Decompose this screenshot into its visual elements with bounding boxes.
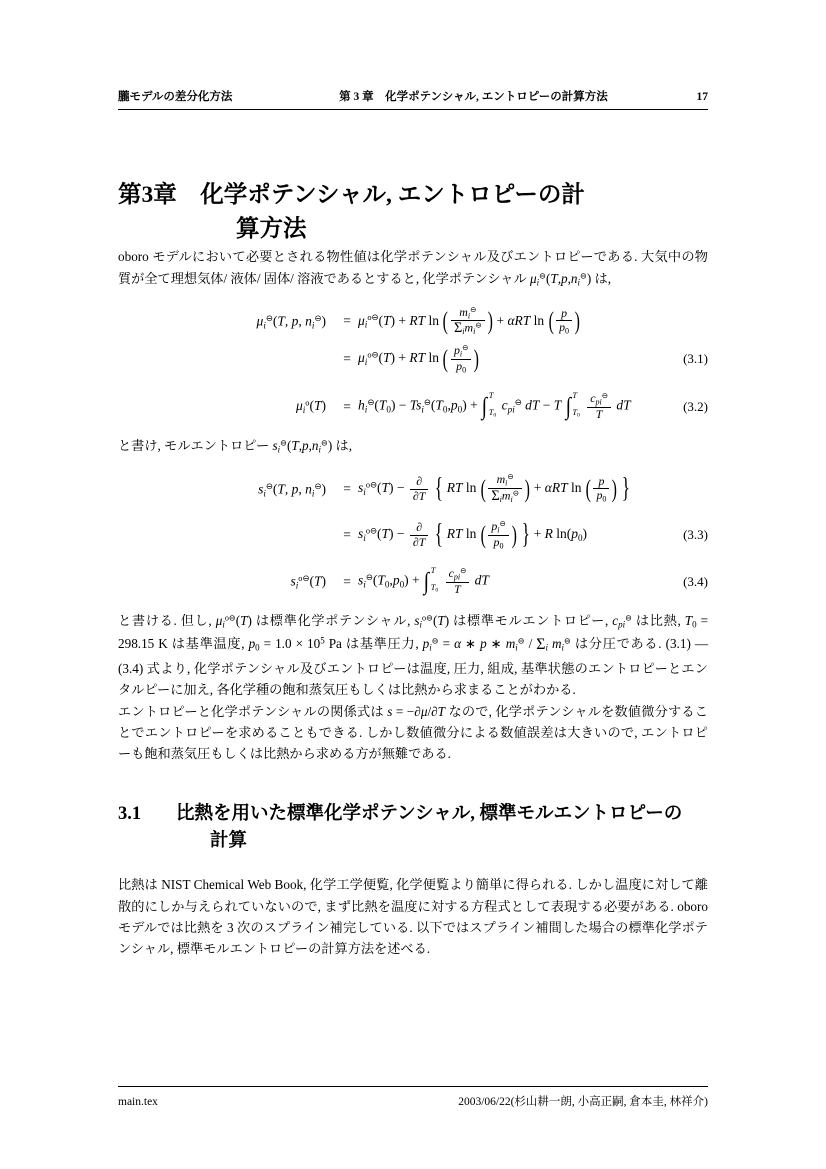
- section-heading: [118, 801, 708, 855]
- page-content: [118, 88, 708, 960]
- running-header-middle: 第 3 章 化学ポテンシャル, エントロピーの計算方法: [339, 91, 608, 103]
- chapter-title: [118, 178, 708, 246]
- equation-3-4-rhs: $s_i^⊖(T_0,p_0)$ + ∫ T $T_0$ $\frac{c_{pi}^⊖}{T}$ dT: [358, 566, 489, 596]
- equation-3-2-tag: (3.2): [683, 398, 708, 414]
- page-footer: [118, 1086, 708, 1109]
- equation-3-4-tag: (3.4): [683, 573, 708, 589]
- equation-3-3-a: [118, 473, 708, 505]
- equation-3-3-b-rhs: $s_i^{o⊖}(T)$ − $\frac{\partial}{\partial T}$ { RT ln ( $\frac{p_i^⊖}{p_0}$ ) } + R $\ln(p_0)$: [358, 519, 588, 551]
- equation-3-1-a-lhs: $\mu_i^⊖(T$, p, $n_i^⊖$): [256, 313, 326, 331]
- equation-3-3-a-rel: =: [343, 481, 351, 497]
- footer-filename: main.tex: [118, 1096, 158, 1108]
- equation-3-4-lhs: $s_i^{o⊖}(T)$: [290, 573, 326, 591]
- paragraph-after-eq2: と書ける. 但し, $\mu_i^{o⊖}(T)$ は標準化学ポテンシャル, $s_i^{o⊖}(T)$ は標準モルエントロピー, $c_{pi}^⊖$ は比熱, $T_0 = 298.15$ K は基準温度, $p_0 = 1.0 \times 10^5$ Pa は基準圧力, $p_i^⊖ = \alpha$ ∗ p ∗ $m_i^⊖ / \Sigma_i$ $m_i^⊖$ は分圧である. (3.1) — (3.4) 式より, 化学ポテンシャル及びエントロピーは温度, 圧力, 組成, 基準状態のエントロピーとエンタルピーに加え, 各化学種の飽和蒸気圧もしくは比熱から求まることがわかる.: [118, 613, 709, 698]
- equation-3-2-rel: =: [343, 398, 351, 414]
- chapter-title-line1: 第3章 化学ポテンシャル, エントロピーの計: [118, 182, 585, 208]
- equation-3-1-a: [118, 306, 708, 337]
- section-title-line1: 比熱を用いた標準化学ポテンシャル, 標準モルエントロピーの: [176, 803, 683, 824]
- equation-3-1-b: [118, 344, 708, 374]
- equation-3-4: [118, 567, 708, 596]
- section-title: [176, 801, 708, 855]
- equation-3-3-a-rhs: $s_i^{o⊖}(T)$ − $\frac{\partial}{\partial T}$ { RT ln ( $\frac{m_i^⊖}{\Sigma_im_i^⊖}$ ) + αRT ln ( $\frac{p}{p_0}$ ) }: [358, 472, 631, 505]
- footer-authors: 2003/06/22(杉山耕一朗, 小高正嗣, 倉本圭, 林祥介): [458, 1096, 708, 1108]
- paragraph-after-eq1: と書け, モルエントロピー $s_i^⊖(T,p,n_i^⊖)$ は,: [118, 437, 353, 455]
- equation-3-1-b-rhs: $\mu_i^{o⊖}(T)$ + RT ln ( $\frac{p_i^⊖}{p_0}$ ): [358, 343, 480, 375]
- section-number: 3.1: [118, 803, 142, 824]
- equation-group-3-1: [118, 306, 708, 421]
- equation-3-3-b-tag: (3.3): [683, 527, 708, 543]
- running-header-left: 朧モデルの差分化方法: [118, 91, 233, 103]
- equation-3-1-b-rel: =: [343, 351, 351, 367]
- paragraph-intro: oboro モデルにおいて必要とされる物性値は化学ポテンシャル及びエントロピーである. 大気中の物質が全て理想気体/ 液体/ 固体/ 溶液であるとすると, 化学ポテンシャル $\mu_i^⊖(T,p,n_i^⊖)$ は,: [118, 249, 708, 288]
- equation-3-3-b: [118, 519, 708, 551]
- equation-3-1-a-rel: =: [343, 313, 351, 329]
- chapter-title-line2: 算方法: [236, 216, 307, 243]
- equation-3-4-rel: =: [343, 573, 351, 589]
- equation-3-3-a-lhs: $s_i^⊖(T$, p, $n_i^⊖$): [258, 481, 326, 498]
- equation-3-1-a-rhs: $\mu_i^{o⊖}(T)$ + RT ln ( $\frac{m_i^⊖}{\Sigma_im_i^⊖}$ ) + αRT ln ( $\frac{p}{p_0}$ ): [358, 304, 581, 337]
- paragraph-section-body: 比熱は NIST Chemical Web Book, 化学工学便覧, 化学便覧より簡単に得られる. しかし温度に対して離散的にしか与えられていないので, まず比熱を温度に対する方程式として表現する必要がある. oboro モデルでは比熱を 3 次のスプライン補完している. 以下ではスプライン補間した場合の標準化学ポテンシャル, 標準モルエントロピーの計算方法を述べる.: [118, 877, 708, 957]
- equation-3-1-b-tag: (3.1): [683, 351, 708, 367]
- equation-3-2-rhs: $h_i^⊖(T_0) - Ts_i^⊖(T_0,p_0)$ + ∫ T $T_0$ $c_{pi}^⊖$ dT − T ∫ T $T_0$ $\frac{c_{pi}^⊖}{T}$ dT: [358, 391, 631, 421]
- page-number: 17: [696, 91, 708, 103]
- equation-3-2-lhs: $\mu_i^o(T)$: [295, 398, 326, 415]
- equation-3-3-b-rel: =: [343, 527, 351, 543]
- equation-group-3-3: [118, 473, 708, 596]
- section-title-line2: 計算: [210, 830, 248, 851]
- running-header: [118, 88, 708, 110]
- paragraph-entropy-note: エントロピーと化学ポテンシャルの関係式は s = −∂μ/∂T なので, 化学ポテンシャルを数値微分することでエントロピーを求めることもできる. しかし数値微分による数値誤差は大きいので, エントロピーも飽和蒸気圧もしくは比熱から求める方が無難である.: [118, 703, 708, 762]
- equation-3-2: [118, 392, 708, 421]
